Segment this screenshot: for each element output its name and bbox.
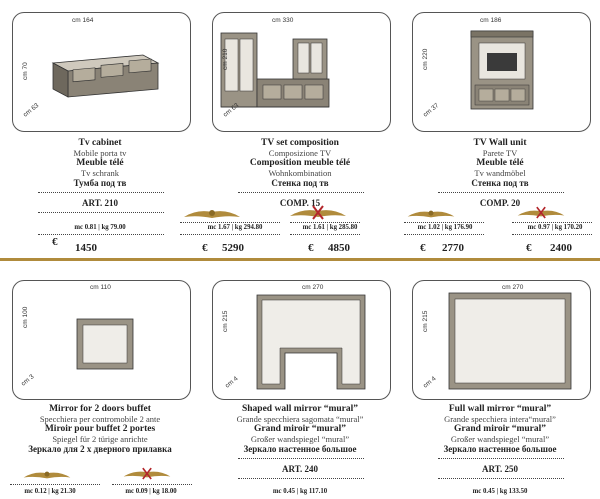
product-image-frame — [412, 280, 591, 400]
spec-volume-weight: mc 0.12 | kg 21.30 — [24, 488, 76, 495]
spec-volume-weight: mc 0.81 | kg 79.00 — [74, 224, 126, 231]
product-name-ru: Стенка под тв — [271, 178, 329, 188]
product-card-tv-wall-unit — [400, 0, 600, 258]
dotted-rule — [112, 484, 192, 485]
product-name-it: Parete TV — [482, 148, 518, 158]
product-image-frame — [12, 280, 191, 400]
dim-depth: cm 4 — [224, 375, 240, 390]
dim-depth: cm 3 — [20, 373, 36, 388]
product-name-ru: Зеркало для 2 х дверного прилавка — [28, 444, 172, 454]
gold-ornament-icon — [182, 207, 242, 221]
product-name-it: Grande specchiera intera“mural” — [444, 414, 556, 424]
dotted-rule — [238, 478, 364, 479]
product-card-tv-cabinet — [0, 0, 200, 258]
gold-divider — [0, 258, 600, 261]
gold-ornament-icon — [22, 468, 72, 482]
spec-volume-weight: mc 1.67 | kg 294.80 — [207, 224, 263, 231]
product-card-mirror-buffet — [0, 262, 200, 499]
product-card-full-wall-mirror — [400, 262, 600, 499]
dim-depth: cm 4 — [422, 375, 438, 390]
dotted-rule — [404, 222, 484, 223]
product-name-de: Großer wandspiegel “mural” — [450, 434, 550, 444]
dotted-rule — [404, 234, 484, 235]
gold-ornament-icon — [406, 207, 456, 221]
spec-volume-weight: mc 1.02 | kg 176.90 — [417, 224, 473, 231]
article-code: ART. 240 — [281, 464, 319, 474]
tv-cabinet-illustration — [13, 13, 190, 131]
spec-volume-weight: mc 0.09 | kg 18.00 — [125, 488, 177, 495]
product-name-it: Grande specchiera sagomata “mural” — [236, 414, 364, 424]
product-card-tv-set-composition — [200, 0, 400, 258]
dotted-rule — [438, 478, 564, 479]
dim-width: cm 270 — [502, 284, 524, 291]
spec-volume-weight: mc 0.45 | kg 133.50 — [472, 488, 528, 495]
currency-symbol: € — [526, 242, 532, 254]
dotted-rule — [180, 234, 280, 235]
spec-volume-weight: mc 0.45 | kg 117.10 — [272, 488, 328, 495]
product-title: Mirror for 2 doors buffet — [49, 404, 151, 414]
dim-depth: cm 63 — [222, 102, 241, 119]
dim-height: cm 220 — [422, 48, 429, 70]
full-mirror-illustration — [413, 281, 590, 399]
product-name-fr: Grand miroir “mural” — [453, 424, 546, 434]
shaped-mirror-illustration — [213, 281, 390, 399]
dim-width: cm 186 — [480, 17, 502, 24]
dim-depth: cm 37 — [422, 102, 441, 119]
price: 2770 — [442, 242, 464, 254]
price: 5290 — [222, 242, 244, 254]
article-code: ART. 250 — [481, 464, 519, 474]
mirror-buffet-illustration — [13, 281, 190, 399]
product-image-frame — [212, 12, 391, 132]
dim-height: cm 70 — [22, 62, 29, 80]
article-code: COMP. 15 — [279, 198, 321, 208]
product-image-frame — [412, 12, 591, 132]
dotted-rule — [512, 234, 592, 235]
product-name-de: Großer wandspiegel “mural” — [250, 434, 350, 444]
crossed-ornament-icon — [288, 205, 348, 221]
spec-volume-weight: mc 0.97 | kg 170.20 — [527, 224, 583, 231]
dotted-rule — [438, 458, 564, 459]
tv-wall-unit-illustration — [413, 13, 590, 131]
currency-symbol: € — [308, 242, 314, 254]
dotted-rule — [10, 484, 100, 485]
product-title: TV Wall unit — [473, 138, 527, 148]
dotted-rule — [290, 234, 360, 235]
product-name-it: Composizione TV — [268, 148, 332, 158]
dotted-rule — [238, 458, 364, 459]
crossed-ornament-icon — [122, 466, 172, 482]
dim-width: cm 164 — [72, 17, 94, 24]
dim-height: cm 100 — [22, 306, 29, 328]
currency-symbol: € — [52, 236, 58, 248]
dim-height: cm 215 — [422, 310, 429, 332]
product-image-frame — [12, 12, 191, 132]
currency-symbol: € — [202, 242, 208, 254]
dotted-rule — [38, 212, 164, 213]
currency-symbol: € — [420, 242, 426, 254]
product-name-de: Tv wandmöbel — [474, 168, 526, 178]
tv-set-composition-illustration — [213, 13, 390, 131]
dim-width: cm 110 — [90, 284, 111, 291]
product-name-de: Wohnkombination — [268, 168, 332, 178]
product-name-ru: Стенка под тв — [471, 178, 529, 188]
product-card-shaped-wall-mirror — [200, 262, 400, 499]
dotted-rule — [38, 234, 164, 235]
dotted-rule — [438, 192, 564, 193]
product-name-ru: Тумба под тв — [73, 178, 127, 188]
product-name-ru: Зеркало настенное большое — [443, 444, 557, 454]
price: 4850 — [328, 242, 350, 254]
dotted-rule — [512, 222, 592, 223]
dotted-rule — [290, 222, 360, 223]
product-name-it: Specchiera per contromobile 2 ante — [39, 414, 161, 424]
dim-height: cm 210 — [222, 48, 229, 70]
dotted-rule — [238, 192, 364, 193]
product-name-fr: Grand miroir “mural” — [253, 424, 346, 434]
product-name-it: Mobile porta tv — [73, 148, 127, 158]
dotted-rule — [38, 192, 164, 193]
crossed-ornament-icon — [516, 205, 566, 221]
product-image-frame — [212, 280, 391, 400]
product-name-ru: Зеркало настенное большое — [243, 444, 357, 454]
dotted-rule — [180, 222, 280, 223]
product-name-fr: Meuble télé — [76, 158, 124, 168]
product-title: Tv cabinet — [78, 138, 122, 148]
product-name-fr: Miroir pour buffet 2 portes — [44, 424, 156, 434]
product-title: Full wall mirror “mural” — [448, 404, 552, 414]
dim-depth: cm 63 — [22, 102, 41, 119]
article-code: ART. 210 — [81, 198, 119, 208]
dim-height: cm 215 — [222, 310, 229, 332]
product-title: TV set composition — [261, 138, 339, 148]
price: 1450 — [75, 242, 97, 254]
product-name-de: Tv schrank — [80, 168, 119, 178]
spec-volume-weight: mc 1.61 | kg 285.80 — [302, 224, 358, 231]
product-title: Shaped wall mirror “mural” — [241, 404, 359, 414]
article-code: COMP. 20 — [479, 198, 521, 208]
dim-width: cm 330 — [272, 17, 294, 24]
product-name-de: Spiegel für 2 türige anrichte — [52, 434, 148, 444]
product-name-fr: Meuble télé — [476, 158, 524, 168]
dim-width: cm 270 — [302, 284, 324, 291]
price: 2400 — [550, 242, 572, 254]
product-name-fr: Composition meuble télé — [249, 158, 351, 168]
